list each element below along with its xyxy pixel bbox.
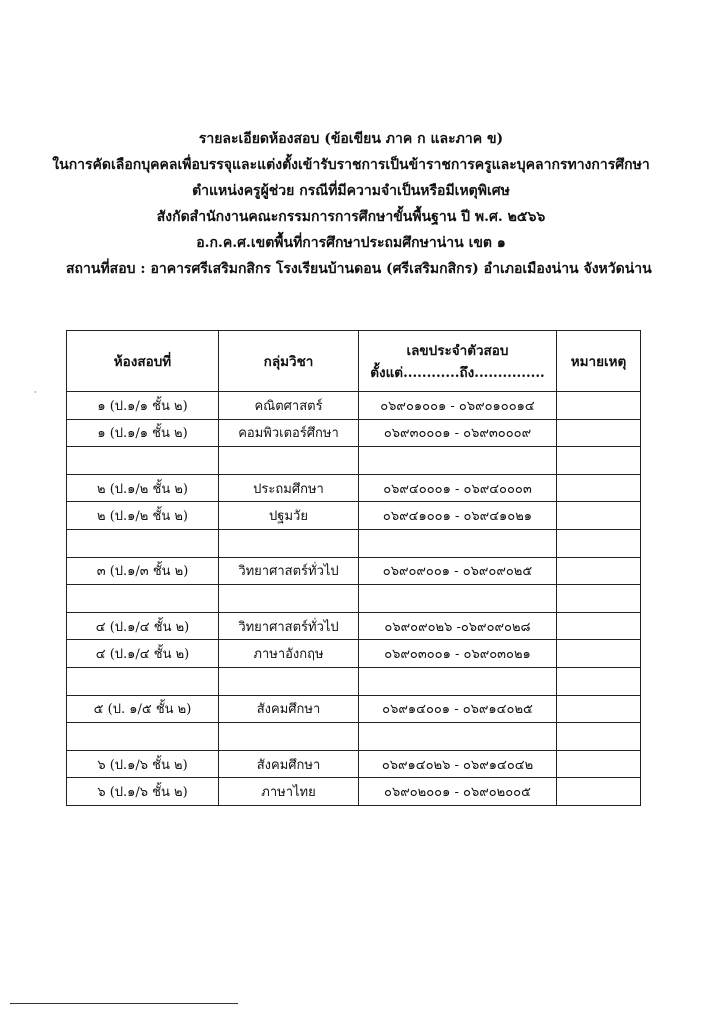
cell-room: ๕ (ป. ๑/๕ ชั้น ๒) — [67, 695, 219, 723]
table-row — [67, 640, 641, 668]
cell-room — [67, 447, 219, 475]
table-row-blank — [67, 447, 641, 475]
cell-exam-id-range: ๐๖๙๑๔๐๐๑ - ๐๖๙๑๔๐๒๕ — [359, 695, 557, 723]
cell-exam-id-range — [359, 447, 557, 475]
cell-remark — [557, 750, 641, 778]
exam-room-table — [66, 330, 641, 806]
header-title: รายละเอียดห้องสอบ (ข้อเขียน ภาค ก และภาค ข) — [198, 131, 504, 147]
cell-remark — [557, 529, 641, 557]
cell-remark — [557, 778, 641, 806]
cell-room: ๔ (ป.๑/๔ ชั้น ๒) — [67, 640, 219, 668]
table-row-blank — [67, 529, 641, 557]
cell-exam-id-range: ๐๖๙๐๑๐๐๑ - ๐๖๙๐๑๐๐๑๔ — [359, 392, 557, 420]
cell-room — [67, 667, 219, 695]
cell-remark — [557, 474, 641, 502]
cell-subject: วิทยาศาสตร์ทั่วไป — [219, 557, 359, 585]
footer-rule — [10, 1003, 238, 1004]
cell-exam-id-range: ๐๖๙๓๐๐๐๑ - ๐๖๙๓๐๐๐๙ — [359, 419, 557, 447]
cell-exam-id-range: ๐๖๙๔๐๐๐๑ - ๐๖๙๔๐๐๐๓ — [359, 474, 557, 502]
cell-exam-id-range: ๐๖๙๔๑๐๐๑ - ๐๖๙๔๑๐๒๑ — [359, 502, 557, 530]
cell-subject — [219, 667, 359, 695]
cell-subject — [219, 447, 359, 475]
cell-exam-id-range — [359, 723, 557, 751]
table-row — [67, 750, 641, 778]
cell-remark — [557, 612, 641, 640]
cell-exam-id-range — [359, 585, 557, 613]
table-row-blank — [67, 585, 641, 613]
header-exam-id-from-to: ตั้งแต่............ถึง............... — [370, 365, 545, 381]
table-row — [67, 502, 641, 530]
cell-subject: ภาษาไทย — [219, 778, 359, 806]
cell-remark — [557, 585, 641, 613]
cell-room: ๖ (ป.๑/๖ ชั้น ๒) — [67, 778, 219, 806]
cell-exam-id-range: ๐๖๙๐๓๐๐๑ - ๐๖๙๐๓๐๒๑ — [359, 640, 557, 668]
cell-subject: สังคมศึกษา — [219, 695, 359, 723]
cell-remark — [557, 447, 641, 475]
cell-room: ๓ (ป.๑/๓ ชั้น ๒) — [67, 557, 219, 585]
table-row — [67, 419, 641, 447]
cell-subject: วิทยาศาสตร์ทั่วไป — [219, 612, 359, 640]
scan-mark: · — [34, 388, 37, 397]
cell-remark — [557, 419, 641, 447]
cell-remark — [557, 640, 641, 668]
cell-room — [67, 723, 219, 751]
header-selection-purpose: ในการคัดเลือกบุคคลเพื่อบรรจุและแต่งตั้งเข้ารับราชการเป็นข้าราชการครูและบุคลากรทางการศึกษา — [52, 157, 650, 173]
table-row — [67, 557, 641, 585]
cell-room: ๑ (ป.๑/๑ ชั้น ๒) — [67, 392, 219, 420]
table-row-blank — [67, 723, 641, 751]
table-row — [67, 695, 641, 723]
cell-subject — [219, 723, 359, 751]
header-room: ห้องสอบที่ — [67, 331, 219, 392]
header-subject: กลุ่มวิชา — [219, 331, 359, 392]
table-row — [67, 612, 641, 640]
cell-remark — [557, 502, 641, 530]
cell-subject: ภาษาอังกฤษ — [219, 640, 359, 668]
cell-subject: ประถมศึกษา — [219, 474, 359, 502]
cell-exam-id-range: ๐๖๙๐๙๐๒๖ -๐๖๙๐๙๐๒๘ — [359, 612, 557, 640]
header-remark: หมายเหตุ — [557, 331, 641, 392]
header-exam-venue: สถานที่สอบ : อาคารศรีเสริมกสิกร โรงเรียนบ้านดอน (ศรีเสริมกสิกร) อำเภอเมืองน่าน จังหวัดน่าน — [66, 261, 652, 277]
cell-subject: ปฐมวัย — [219, 502, 359, 530]
cell-room: ๒ (ป.๑/๒ ชั้น ๒) — [67, 502, 219, 530]
cell-subject — [219, 529, 359, 557]
header-position: ตำแหน่งครูผู้ช่วย กรณีที่มีความจำเป็นหรือมีเหตุพิเศษ — [192, 183, 510, 199]
cell-subject: คอมพิวเตอร์ศึกษา — [219, 419, 359, 447]
table-row — [67, 392, 641, 420]
table-header-row — [67, 331, 641, 392]
cell-exam-id-range — [359, 667, 557, 695]
cell-subject — [219, 585, 359, 613]
cell-room: ๑ (ป.๑/๑ ชั้น ๒) — [67, 419, 219, 447]
cell-room: ๔ (ป.๑/๔ ชั้น ๒) — [67, 612, 219, 640]
cell-remark — [557, 723, 641, 751]
header-exam-id-label: เลขประจำตัวสอบ — [406, 343, 509, 359]
cell-subject: คณิตศาสตร์ — [219, 392, 359, 420]
cell-room — [67, 529, 219, 557]
document-header — [0, 126, 702, 282]
cell-room — [67, 585, 219, 613]
cell-exam-id-range: ๐๖๙๐๙๐๐๑ - ๐๖๙๐๙๐๒๕ — [359, 557, 557, 585]
cell-remark — [557, 392, 641, 420]
cell-remark — [557, 557, 641, 585]
cell-room: ๖ (ป.๑/๖ ชั้น ๒) — [67, 750, 219, 778]
header-area-office: อ.ก.ค.ศ.เขตพื้นที่การศึกษาประถมศึกษาน่าน เขต ๑ — [196, 235, 506, 251]
cell-exam-id-range: ๐๖๙๑๔๐๒๖ - ๐๖๙๑๔๐๔๒ — [359, 750, 557, 778]
table-body — [67, 392, 641, 806]
cell-exam-id-range: ๐๖๙๐๒๐๐๑ - ๐๖๙๐๒๐๐๕ — [359, 778, 557, 806]
header-exam-id-range — [359, 331, 557, 392]
header-agency: สังกัดสำนักงานคณะกรรมการการศึกษาขั้นพื้นฐาน ปี พ.ศ. ๒๕๖๖ — [156, 209, 546, 225]
table-row — [67, 778, 641, 806]
cell-exam-id-range — [359, 529, 557, 557]
table-row-blank — [67, 667, 641, 695]
cell-remark — [557, 667, 641, 695]
cell-remark — [557, 695, 641, 723]
table-row — [67, 474, 641, 502]
cell-subject: สังคมศึกษา — [219, 750, 359, 778]
cell-room: ๒ (ป.๑/๒ ชั้น ๒) — [67, 474, 219, 502]
